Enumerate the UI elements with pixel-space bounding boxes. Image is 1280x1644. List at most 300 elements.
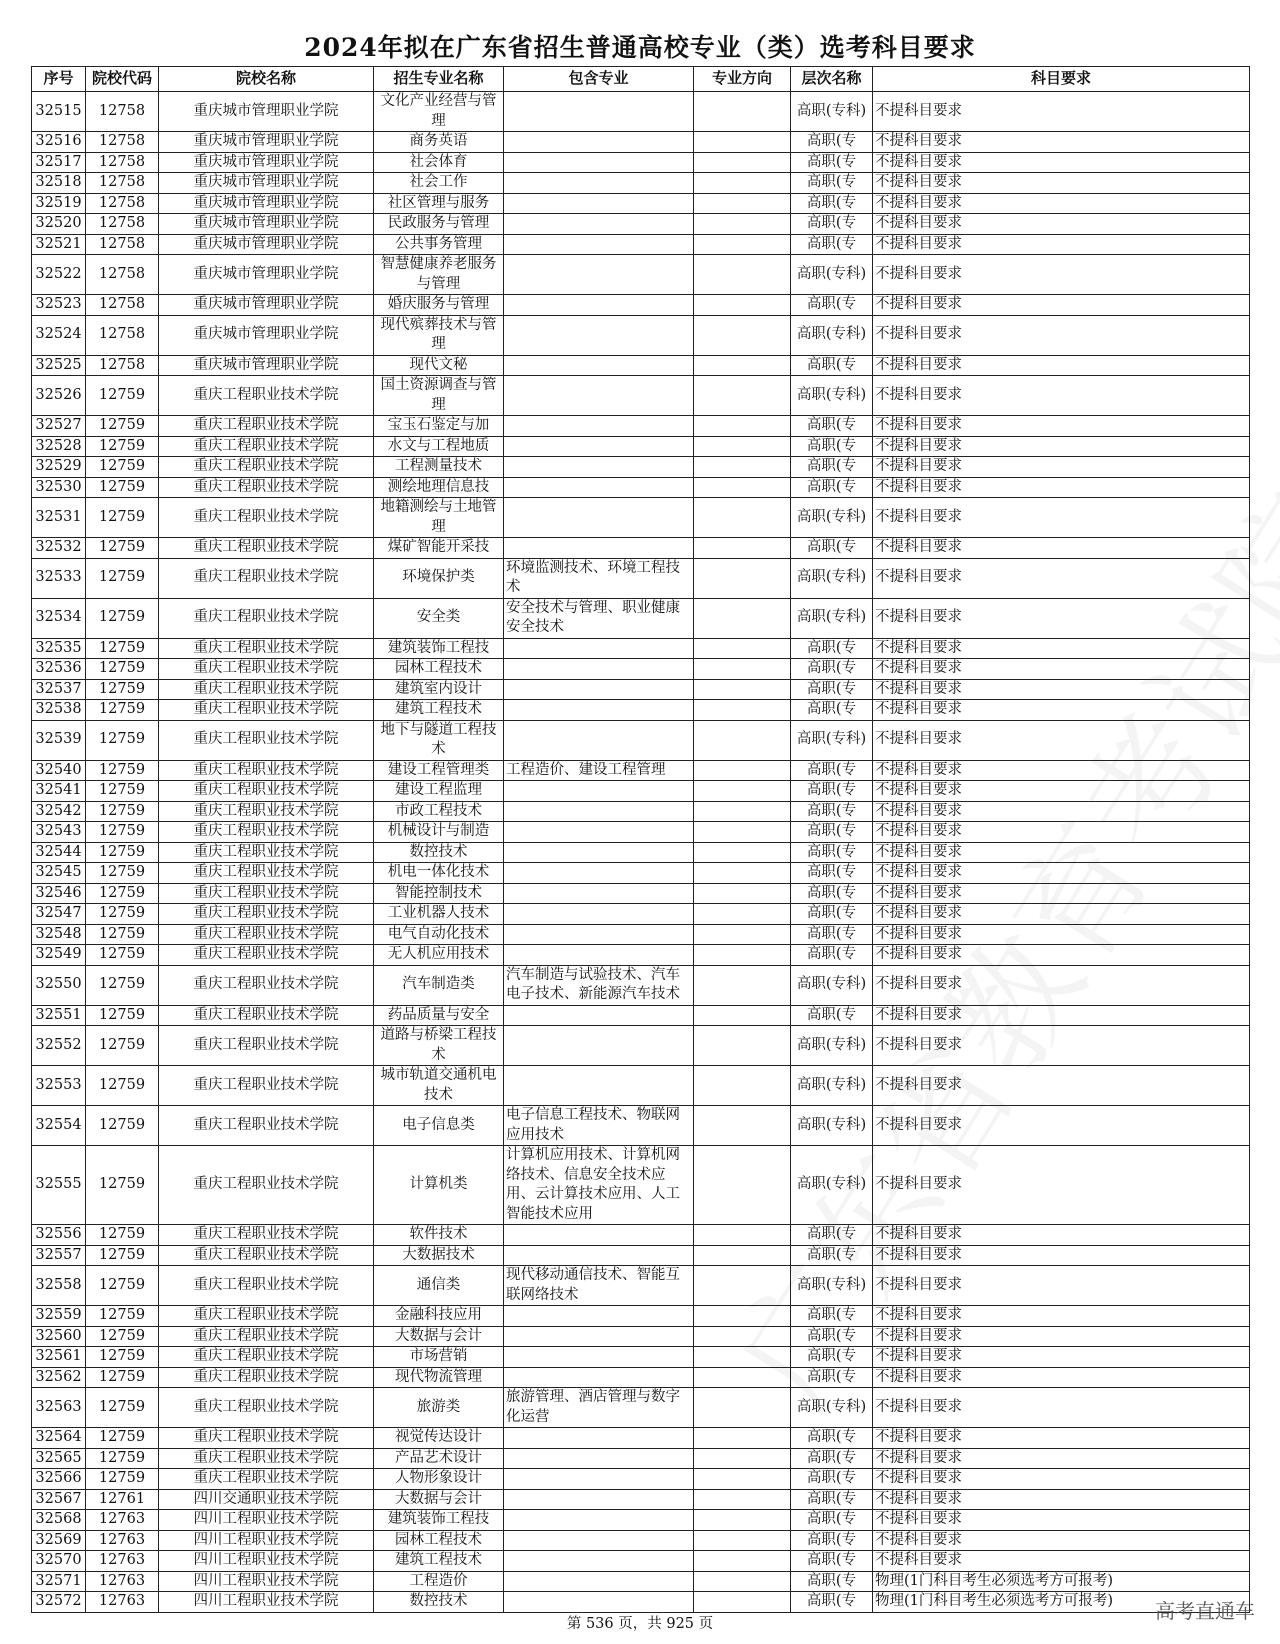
major-name: 现代文秘 [374, 355, 504, 376]
school-code: 12759 [86, 659, 159, 680]
major-name: 市政工程技术 [374, 801, 504, 822]
major-name: 园林工程技术 [374, 659, 504, 680]
school-name: 重庆工程职业技术学院 [159, 436, 374, 457]
major-direction [694, 92, 791, 132]
included-majors [504, 924, 694, 945]
subject-requirement: 不提科目要求 [873, 1367, 1250, 1388]
table-row [32, 498, 1250, 538]
major-name: 旅游类 [374, 1388, 504, 1428]
subject-requirement: 不提科目要求 [873, 436, 1250, 457]
included-majors [504, 1306, 694, 1327]
table-row [32, 1306, 1250, 1327]
row-number: 32551 [32, 1005, 86, 1026]
row-number: 32530 [32, 477, 86, 498]
level-name: 高职(专科) [791, 965, 873, 1005]
header-cell: 院校名称 [159, 67, 374, 92]
school-code: 12759 [86, 924, 159, 945]
included-majors [504, 132, 694, 153]
included-majors [504, 638, 694, 659]
subject-requirement: 不提科目要求 [873, 863, 1250, 884]
major-name: 电气自动化技术 [374, 924, 504, 945]
table-row [32, 173, 1250, 194]
major-direction [694, 1367, 791, 1388]
included-majors [504, 295, 694, 316]
school-code: 12758 [86, 234, 159, 255]
major-direction [694, 1530, 791, 1551]
row-number: 32539 [32, 720, 86, 760]
level-name: 高职(专 [791, 1551, 873, 1572]
table-row [32, 638, 1250, 659]
major-direction [694, 965, 791, 1005]
level-name: 高职(专 [791, 1510, 873, 1531]
subject-requirement: 不提科目要求 [873, 477, 1250, 498]
major-name: 建筑室内设计 [374, 679, 504, 700]
included-majors [504, 498, 694, 538]
level-name: 高职(专 [791, 842, 873, 863]
major-name: 婚庆服务与管理 [374, 295, 504, 316]
major-direction [694, 863, 791, 884]
school-code: 12763 [86, 1530, 159, 1551]
major-direction [694, 760, 791, 781]
major-name: 工程测量技术 [374, 457, 504, 478]
table-row [32, 1005, 1250, 1026]
major-direction [694, 1388, 791, 1428]
major-name: 建设工程监理 [374, 781, 504, 802]
header-cell: 包含专业 [504, 67, 694, 92]
table-row [32, 679, 1250, 700]
school-name: 重庆工程职业技术学院 [159, 924, 374, 945]
subject-requirement: 不提科目要求 [873, 760, 1250, 781]
school-code: 12758 [86, 132, 159, 153]
table-row [32, 659, 1250, 680]
school-name: 重庆城市管理职业学院 [159, 214, 374, 235]
row-number: 32515 [32, 92, 86, 132]
major-name: 测绘地理信息技 [374, 477, 504, 498]
level-name: 高职(专科) [791, 1066, 873, 1106]
subject-requirement: 不提科目要求 [873, 842, 1250, 863]
subject-requirement: 物理(1门科目考生必须选考方可报考) [873, 1592, 1250, 1613]
school-name: 重庆城市管理职业学院 [159, 132, 374, 153]
major-direction [694, 558, 791, 598]
subject-requirement: 不提科目要求 [873, 234, 1250, 255]
major-name: 大数据与会计 [374, 1489, 504, 1510]
school-code: 12759 [86, 1146, 159, 1225]
level-name: 高职(专 [791, 904, 873, 925]
school-code: 12759 [86, 1428, 159, 1449]
subject-requirement: 不提科目要求 [873, 679, 1250, 700]
major-direction [694, 781, 791, 802]
table-body [32, 92, 1250, 1613]
major-name: 国土资源调查与管理 [374, 376, 504, 416]
table-row [32, 1469, 1250, 1490]
included-majors [504, 315, 694, 355]
row-number: 32545 [32, 863, 86, 884]
major-name: 环境保护类 [374, 558, 504, 598]
school-name: 重庆工程职业技术学院 [159, 498, 374, 538]
level-name: 高职(专科) [791, 558, 873, 598]
table-row [32, 863, 1250, 884]
subject-requirement: 不提科目要求 [873, 1146, 1250, 1225]
subject-requirement: 不提科目要求 [873, 457, 1250, 478]
row-number: 32529 [32, 457, 86, 478]
row-number: 32543 [32, 822, 86, 843]
major-direction [694, 498, 791, 538]
school-code: 12759 [86, 1066, 159, 1106]
major-name: 数控技术 [374, 1592, 504, 1613]
school-name: 重庆工程职业技术学院 [159, 720, 374, 760]
subject-requirement: 不提科目要求 [873, 315, 1250, 355]
included-majors [504, 1510, 694, 1531]
row-number: 32527 [32, 416, 86, 437]
included-majors [504, 1326, 694, 1347]
subject-requirement: 不提科目要求 [873, 1448, 1250, 1469]
major-name: 现代殡葬技术与管理 [374, 315, 504, 355]
row-number: 32541 [32, 781, 86, 802]
level-name: 高职(专 [791, 1347, 873, 1368]
included-majors [504, 781, 694, 802]
school-name: 四川工程职业技术学院 [159, 1592, 374, 1613]
major-direction [694, 538, 791, 559]
school-name: 重庆工程职业技术学院 [159, 883, 374, 904]
subject-requirement: 不提科目要求 [873, 638, 1250, 659]
table-row [32, 1428, 1250, 1449]
table-row [32, 1347, 1250, 1368]
school-name: 重庆城市管理职业学院 [159, 315, 374, 355]
school-name: 重庆工程职业技术学院 [159, 1106, 374, 1146]
school-code: 12758 [86, 255, 159, 295]
school-name: 重庆城市管理职业学院 [159, 255, 374, 295]
subject-requirement: 不提科目要求 [873, 416, 1250, 437]
subject-requirement: 不提科目要求 [873, 295, 1250, 316]
school-name: 重庆工程职业技术学院 [159, 558, 374, 598]
level-name: 高职(专科) [791, 1266, 873, 1306]
major-name: 地籍测绘与土地管理 [374, 498, 504, 538]
major-direction [694, 1469, 791, 1490]
table-row [32, 842, 1250, 863]
included-majors [504, 863, 694, 884]
school-name: 重庆工程职业技术学院 [159, 1225, 374, 1246]
level-name: 高职(专 [791, 822, 873, 843]
level-name: 高职(专 [791, 214, 873, 235]
major-name: 水文与工程地质 [374, 436, 504, 457]
table-row [32, 781, 1250, 802]
included-majors [504, 904, 694, 925]
major-direction [694, 883, 791, 904]
row-number: 32544 [32, 842, 86, 863]
level-name: 高职(专 [791, 638, 873, 659]
included-majors [504, 1245, 694, 1266]
included-majors [504, 538, 694, 559]
table-row [32, 214, 1250, 235]
row-number: 32531 [32, 498, 86, 538]
school-code: 12758 [86, 173, 159, 194]
school-name: 重庆工程职业技术学院 [159, 1347, 374, 1368]
row-number: 32525 [32, 355, 86, 376]
table-row [32, 152, 1250, 173]
major-name: 工业机器人技术 [374, 904, 504, 925]
major-direction [694, 842, 791, 863]
major-name: 机械设计与制造 [374, 822, 504, 843]
table-row [32, 1026, 1250, 1066]
included-majors [504, 659, 694, 680]
table-row [32, 436, 1250, 457]
header-cell: 院校代码 [86, 67, 159, 92]
school-code: 12759 [86, 904, 159, 925]
table-row [32, 1266, 1250, 1306]
major-name: 工程造价 [374, 1571, 504, 1592]
page-title: 2024年拟在广东省招生普通高校专业（类）选考科目要求 [304, 33, 976, 62]
row-number: 32518 [32, 173, 86, 194]
school-code: 12759 [86, 1306, 159, 1327]
row-number: 32540 [32, 760, 86, 781]
major-direction [694, 193, 791, 214]
major-direction [694, 822, 791, 843]
school-name: 重庆工程职业技术学院 [159, 945, 374, 966]
school-name: 重庆工程职业技术学院 [159, 1428, 374, 1449]
school-code: 12759 [86, 965, 159, 1005]
major-direction [694, 436, 791, 457]
row-number: 32526 [32, 376, 86, 416]
row-number: 32570 [32, 1551, 86, 1572]
row-number: 32549 [32, 945, 86, 966]
page-footer: 第 536 页，共 925 页 [566, 1616, 714, 1632]
subject-requirement: 不提科目要求 [873, 255, 1250, 295]
school-code: 12759 [86, 598, 159, 638]
school-code: 12759 [86, 558, 159, 598]
level-name: 高职(专 [791, 1367, 873, 1388]
table-row [32, 558, 1250, 598]
table-row [32, 720, 1250, 760]
row-number: 32554 [32, 1106, 86, 1146]
major-name: 药品质量与安全 [374, 1005, 504, 1026]
major-direction [694, 1225, 791, 1246]
included-majors [504, 1005, 694, 1026]
major-direction [694, 1146, 791, 1225]
included-majors: 计算机应用技术、计算机网络技术、信息安全技术应用、云计算技术应用、人工智能技术应用 [504, 1146, 694, 1225]
table-row [32, 1326, 1250, 1347]
school-code: 12759 [86, 883, 159, 904]
school-code: 12758 [86, 92, 159, 132]
included-majors [504, 1530, 694, 1551]
subject-requirement: 不提科目要求 [873, 1306, 1250, 1327]
included-majors [504, 234, 694, 255]
school-code: 12759 [86, 760, 159, 781]
table-row [32, 1571, 1250, 1592]
level-name: 高职(专 [791, 659, 873, 680]
school-name: 重庆工程职业技术学院 [159, 1367, 374, 1388]
included-majors [504, 1571, 694, 1592]
school-name: 四川工程职业技术学院 [159, 1510, 374, 1531]
school-name: 重庆工程职业技术学院 [159, 904, 374, 925]
subject-requirement: 不提科目要求 [873, 1005, 1250, 1026]
subject-requirement: 不提科目要求 [873, 1245, 1250, 1266]
header-cell: 招生专业名称 [374, 67, 504, 92]
major-direction [694, 1510, 791, 1531]
included-majors: 旅游管理、酒店管理与数字化运营 [504, 1388, 694, 1428]
subject-requirement: 不提科目要求 [873, 538, 1250, 559]
included-majors [504, 1367, 694, 1388]
school-code: 12758 [86, 152, 159, 173]
header-cell: 科目要求 [873, 67, 1250, 92]
subject-requirement: 不提科目要求 [873, 173, 1250, 194]
level-name: 高职(专 [791, 700, 873, 721]
included-majors [504, 376, 694, 416]
school-name: 重庆工程职业技术学院 [159, 638, 374, 659]
major-name: 人物形象设计 [374, 1469, 504, 1490]
level-name: 高职(专科) [791, 315, 873, 355]
table-row [32, 1225, 1250, 1246]
included-majors [504, 679, 694, 700]
school-name: 重庆工程职业技术学院 [159, 700, 374, 721]
brand-logo-text: 高考直通车 [1155, 1599, 1255, 1623]
row-number: 32524 [32, 315, 86, 355]
school-code: 12759 [86, 1448, 159, 1469]
school-name: 重庆工程职业技术学院 [159, 679, 374, 700]
subject-requirement: 不提科目要求 [873, 801, 1250, 822]
level-name: 高职(专 [791, 355, 873, 376]
header-cell: 专业方向 [694, 67, 791, 92]
school-name: 重庆工程职业技术学院 [159, 1146, 374, 1225]
school-code: 12759 [86, 700, 159, 721]
included-majors [504, 945, 694, 966]
row-number: 32563 [32, 1388, 86, 1428]
major-name: 园林工程技术 [374, 1530, 504, 1551]
major-name: 计算机类 [374, 1146, 504, 1225]
school-code: 12759 [86, 945, 159, 966]
included-majors [504, 842, 694, 863]
level-name: 高职(专 [791, 863, 873, 884]
major-name: 现代物流管理 [374, 1367, 504, 1388]
level-name: 高职(专科) [791, 1026, 873, 1066]
row-number: 32516 [32, 132, 86, 153]
school-name: 重庆工程职业技术学院 [159, 416, 374, 437]
row-number: 32557 [32, 1245, 86, 1266]
subject-requirement: 不提科目要求 [873, 1066, 1250, 1106]
major-direction [694, 173, 791, 194]
major-name: 建筑工程技术 [374, 1551, 504, 1572]
row-number: 32568 [32, 1510, 86, 1531]
major-direction [694, 1551, 791, 1572]
major-direction [694, 477, 791, 498]
school-code: 12763 [86, 1510, 159, 1531]
school-name: 重庆工程职业技术学院 [159, 659, 374, 680]
school-code: 12759 [86, 801, 159, 822]
row-number: 32558 [32, 1266, 86, 1306]
level-name: 高职(专 [791, 1448, 873, 1469]
included-majors: 电子信息工程技术、物联网应用技术 [504, 1106, 694, 1146]
level-name: 高职(专科) [791, 376, 873, 416]
school-name: 重庆工程职业技术学院 [159, 598, 374, 638]
school-code: 12758 [86, 193, 159, 214]
school-code: 12759 [86, 457, 159, 478]
table-row [32, 538, 1250, 559]
school-name: 重庆工程职业技术学院 [159, 376, 374, 416]
major-name: 商务英语 [374, 132, 504, 153]
level-name: 高职(专 [791, 234, 873, 255]
included-majors [504, 173, 694, 194]
subject-requirement: 不提科目要求 [873, 1469, 1250, 1490]
table-row [32, 598, 1250, 638]
level-name: 高职(专 [791, 416, 873, 437]
school-name: 重庆城市管理职业学院 [159, 152, 374, 173]
major-name: 产品艺术设计 [374, 1448, 504, 1469]
header-cell: 层次名称 [791, 67, 873, 92]
level-name: 高职(专科) [791, 1146, 873, 1225]
school-name: 重庆工程职业技术学院 [159, 781, 374, 802]
subject-requirement: 不提科目要求 [873, 376, 1250, 416]
table-row [32, 904, 1250, 925]
major-direction [694, 904, 791, 925]
subject-requirement: 不提科目要求 [873, 1388, 1250, 1428]
table-row [32, 416, 1250, 437]
school-name: 重庆城市管理职业学院 [159, 173, 374, 194]
school-code: 12759 [86, 436, 159, 457]
table-header-row [32, 67, 1250, 92]
row-number: 32520 [32, 214, 86, 235]
school-code: 12759 [86, 1225, 159, 1246]
subject-requirement: 不提科目要求 [873, 1510, 1250, 1531]
school-code: 12763 [86, 1571, 159, 1592]
table-row [32, 760, 1250, 781]
major-direction [694, 295, 791, 316]
major-direction [694, 1347, 791, 1368]
school-code: 12759 [86, 1347, 159, 1368]
major-direction [694, 376, 791, 416]
major-name: 数控技术 [374, 842, 504, 863]
major-direction [694, 255, 791, 295]
subject-requirement: 不提科目要求 [873, 945, 1250, 966]
level-name: 高职(专 [791, 477, 873, 498]
major-name: 无人机应用技术 [374, 945, 504, 966]
school-code: 12759 [86, 376, 159, 416]
header-cell: 序号 [32, 67, 86, 92]
row-number: 32528 [32, 436, 86, 457]
subject-requirement: 不提科目要求 [873, 498, 1250, 538]
school-name: 四川工程职业技术学院 [159, 1551, 374, 1572]
included-majors: 安全技术与管理、职业健康安全技术 [504, 598, 694, 638]
major-direction [694, 700, 791, 721]
included-majors [504, 1225, 694, 1246]
row-number: 32567 [32, 1489, 86, 1510]
table-row [32, 477, 1250, 498]
major-name: 社区管理与服务 [374, 193, 504, 214]
level-name: 高职(专 [791, 1306, 873, 1327]
subject-requirement: 不提科目要求 [873, 1551, 1250, 1572]
major-direction [694, 1066, 791, 1106]
included-majors [504, 1448, 694, 1469]
included-majors [504, 1347, 694, 1368]
table-row [32, 1489, 1250, 1510]
school-name: 重庆工程职业技术学院 [159, 842, 374, 863]
table-row [32, 965, 1250, 1005]
row-number: 32533 [32, 558, 86, 598]
row-number: 32537 [32, 679, 86, 700]
row-number: 32566 [32, 1469, 86, 1490]
table-row [32, 234, 1250, 255]
school-code: 12759 [86, 1005, 159, 1026]
major-name: 煤矿智能开采技 [374, 538, 504, 559]
row-number: 32538 [32, 700, 86, 721]
school-code: 12758 [86, 315, 159, 355]
table-row [32, 255, 1250, 295]
table-row [32, 1245, 1250, 1266]
major-name: 建筑装饰工程技 [374, 1510, 504, 1531]
subject-requirement: 不提科目要求 [873, 1026, 1250, 1066]
school-code: 12759 [86, 538, 159, 559]
major-direction [694, 659, 791, 680]
included-majors: 汽车制造与试验技术、汽车电子技术、新能源汽车技术 [504, 965, 694, 1005]
major-direction [694, 638, 791, 659]
